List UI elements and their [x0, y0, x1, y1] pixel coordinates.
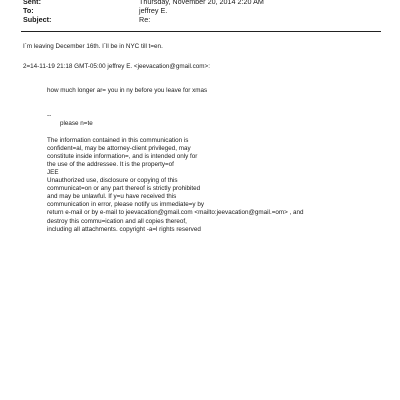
sent-label: Sent:	[23, 0, 41, 6]
signature-name: please n=te	[60, 120, 93, 128]
disclaimer-line: constitute inside information=, and is intended only for	[47, 152, 198, 160]
quoted-question: how much longer ar= you in ny before you leave for xmas	[47, 87, 208, 94]
subject-value: Re:	[139, 15, 151, 24]
disclaimer-line: The information contained in this communication is	[47, 136, 189, 144]
disclaimer-line: JEE	[47, 168, 59, 176]
disclaimer-line: confident=al, may be attorney-client privileged, may	[47, 144, 191, 152]
header-divider	[21, 31, 381, 32]
disclaimer-line: return e-mail or by e-mail to jeevacation@gmail.com <mailto:jeevacation@gmail.=om> , and	[47, 209, 304, 217]
disclaimer-line: the use of the addressee. It is the property=of	[47, 160, 174, 168]
disclaimer-line: communication in error, please notify us immediate=y by	[47, 201, 204, 209]
disclaimer-line: destroy this commu=ication and all copies thereof,	[47, 217, 187, 225]
quoted-message	[47, 87, 304, 234]
disclaimer-line: communicat=on or any part thereof is strictly prohibited	[47, 185, 201, 193]
sent-value: Thursday, November 20, 2014 2:20 AM	[139, 0, 264, 6]
disclaimer-line: including all attachments. copyright -a=l rights reserved	[47, 225, 201, 233]
disclaimer-line: Unauthorized use, disclosure or copying of this	[47, 177, 178, 185]
disclaimer	[47, 137, 304, 234]
quote-attribution: 2=14-11-19 21:18 GMT-05:00 jeffrey E. <jeevacation@gmail.com>:	[23, 63, 210, 70]
subject-label: Subject:	[23, 15, 52, 24]
to-value: jeffrey E.	[139, 6, 168, 15]
signature-dashes: --	[47, 112, 52, 120]
to-label: To:	[23, 6, 34, 15]
reply-text: I`m leaving December 16th. I`ll be in NYC till t=en.	[23, 43, 163, 50]
disclaimer-line: and may be unlawful. If y=u have received this	[47, 193, 177, 201]
